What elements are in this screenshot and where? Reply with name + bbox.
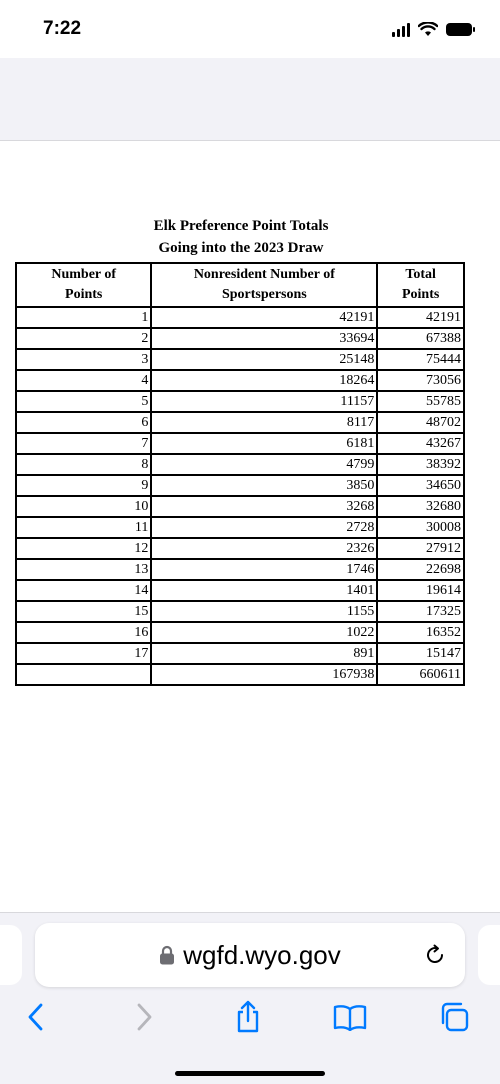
- document-subtitle: Going into the 2023 Draw: [158, 240, 324, 256]
- nonresident-count-cell: 2326: [151, 538, 377, 559]
- points-cell: 16: [16, 622, 151, 643]
- home-indicator: [175, 1071, 325, 1076]
- lock-icon: [159, 945, 175, 965]
- forward-button[interactable]: [122, 995, 166, 1039]
- tabs-button[interactable]: [432, 995, 476, 1039]
- points-cell: 9: [16, 475, 151, 496]
- table-row: [16, 433, 464, 454]
- nonresident-count-cell: 42191: [151, 307, 377, 328]
- total-points-cell: 27912: [377, 538, 464, 559]
- points-cell: 10: [16, 496, 151, 517]
- preference-points-table: [15, 262, 465, 686]
- header-nonresident-sportspersons: Nonresident Number of Sportspersons: [151, 263, 377, 307]
- header-number-of-points: Number of Points: [16, 263, 151, 307]
- table-row: [16, 370, 464, 391]
- nonresident-count-cell: 1401: [151, 580, 377, 601]
- table-row: [16, 517, 464, 538]
- table-row: [16, 307, 464, 328]
- nonresident-total-cell: 167938: [151, 664, 377, 685]
- total-points-cell: 32680: [377, 496, 464, 517]
- points-cell: 15: [16, 601, 151, 622]
- nonresident-count-cell: 3850: [151, 475, 377, 496]
- total-points-cell: 17325: [377, 601, 464, 622]
- table-row: [16, 622, 464, 643]
- points-cell: 12: [16, 538, 151, 559]
- chevron-right-icon: [134, 1003, 154, 1031]
- total-points-cell: 38392: [377, 454, 464, 475]
- total-points-cell: 73056: [377, 370, 464, 391]
- document-page: [0, 141, 500, 912]
- total-points-cell: 15147: [377, 643, 464, 664]
- browser-toolbar: [0, 995, 500, 1045]
- status-icons: [392, 22, 472, 37]
- nonresident-count-cell: 891: [151, 643, 377, 664]
- nonresident-count-cell: 18264: [151, 370, 377, 391]
- status-bar: [0, 0, 500, 58]
- total-points-cell: 75444: [377, 349, 464, 370]
- table-row: [16, 601, 464, 622]
- nonresident-count-cell: 8117: [151, 412, 377, 433]
- document-title: Elk Preference Point Totals: [153, 218, 329, 234]
- table-row: [16, 559, 464, 580]
- address-bar[interactable]: [35, 923, 465, 987]
- points-cell: 4: [16, 370, 151, 391]
- points-cell: 6: [16, 412, 151, 433]
- points-cell: 2: [16, 328, 151, 349]
- points-cell: 13: [16, 559, 151, 580]
- points-cell: 3: [16, 349, 151, 370]
- nonresident-count-cell: 11157: [151, 391, 377, 412]
- wifi-icon: [418, 22, 438, 37]
- header-total-points: Total Points: [377, 263, 464, 307]
- total-points-cell: 19614: [377, 580, 464, 601]
- points-cell: 14: [16, 580, 151, 601]
- table-row: [16, 538, 464, 559]
- points-cell: 8: [16, 454, 151, 475]
- browser-chrome: [0, 912, 500, 1084]
- table-row: [16, 496, 464, 517]
- page-top-band: [0, 58, 500, 141]
- table-body: [16, 307, 464, 685]
- bookmarks-button[interactable]: [328, 995, 372, 1039]
- total-points-cell: 67388: [377, 328, 464, 349]
- nonresident-count-cell: 3268: [151, 496, 377, 517]
- totals-row: [16, 664, 464, 685]
- total-points-cell: 55785: [377, 391, 464, 412]
- points-cell: 1: [16, 307, 151, 328]
- nonresident-count-cell: 6181: [151, 433, 377, 454]
- back-button[interactable]: [14, 995, 58, 1039]
- total-points-cell: 22698: [377, 559, 464, 580]
- total-points-cell: 34650: [377, 475, 464, 496]
- share-button[interactable]: [226, 995, 270, 1039]
- nonresident-count-cell: 33694: [151, 328, 377, 349]
- points-cell: 7: [16, 433, 151, 454]
- battery-icon: [446, 23, 472, 36]
- total-points-cell: 48702: [377, 412, 464, 433]
- nonresident-count-cell: 1022: [151, 622, 377, 643]
- table-header-row: [16, 263, 464, 307]
- totals-label-cell: [16, 664, 151, 685]
- previous-tab-preview[interactable]: [0, 925, 22, 985]
- url-text: wgfd.wyo.gov: [183, 939, 341, 970]
- table-row: [16, 580, 464, 601]
- table-row: [16, 475, 464, 496]
- book-icon: [333, 1003, 367, 1031]
- nonresident-count-cell: 1746: [151, 559, 377, 580]
- status-time: 7:22: [43, 18, 82, 39]
- reload-icon[interactable]: [423, 943, 447, 967]
- cellular-signal-icon: [392, 23, 410, 37]
- points-cell: 11: [16, 517, 151, 538]
- table-row: [16, 328, 464, 349]
- share-icon: [233, 1000, 263, 1034]
- chevron-left-icon: [26, 1003, 46, 1031]
- nonresident-count-cell: 4799: [151, 454, 377, 475]
- nonresident-count-cell: 2728: [151, 517, 377, 538]
- next-tab-preview[interactable]: [478, 925, 500, 985]
- total-points-cell: 43267: [377, 433, 464, 454]
- table-row: [16, 391, 464, 412]
- points-cell: 5: [16, 391, 151, 412]
- table-row: [16, 454, 464, 475]
- grand-total-cell: 660611: [377, 664, 464, 685]
- tabs-icon: [438, 1001, 470, 1033]
- table-row: [16, 643, 464, 664]
- total-points-cell: 30008: [377, 517, 464, 538]
- nonresident-count-cell: 1155: [151, 601, 377, 622]
- table-row: [16, 412, 464, 433]
- points-cell: 17: [16, 643, 151, 664]
- table-row: [16, 349, 464, 370]
- nonresident-count-cell: 25148: [151, 349, 377, 370]
- total-points-cell: 16352: [377, 622, 464, 643]
- total-points-cell: 42191: [377, 307, 464, 328]
